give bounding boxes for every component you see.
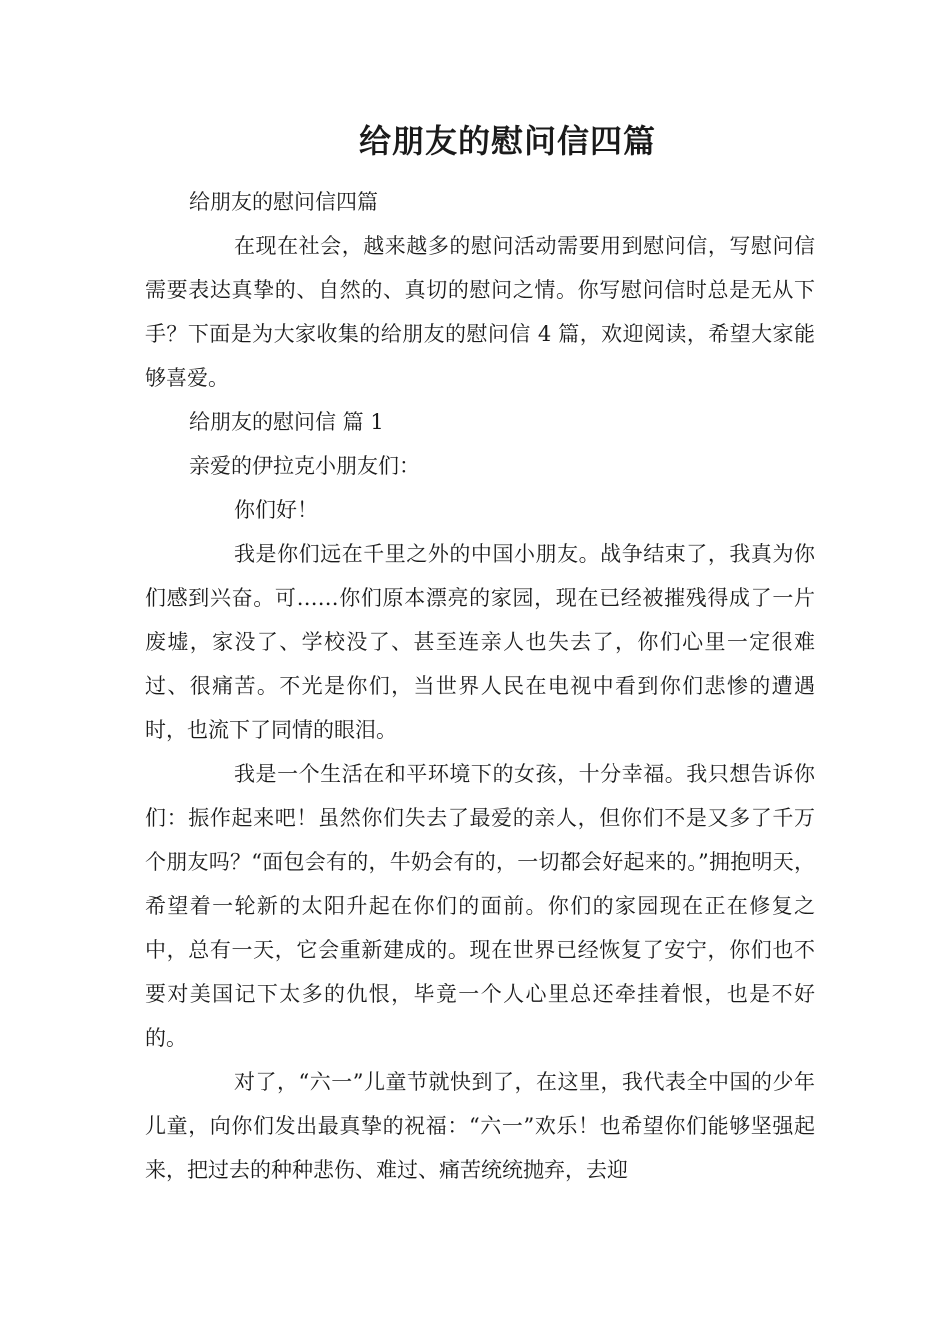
paragraph: 亲爱的伊拉克小朋友们： (189, 454, 420, 478)
paragraph: 在现在社会，越来越多的慰问活动需要用到慰问信，写慰问信需要表达真挚的、自然的、真切的慰问之情。你写慰问信时总是无从下手？下面是为大家收集的给朋友的慰问信 4 篇，欢迎阅读，希望大家能够喜爱。 (145, 234, 815, 390)
paragraph: 我是你们远在千里之外的中国小朋友。战争结束了，我真为你们感到兴奋。可……你们原本漂亮的家园，现在已经被摧残得成了一片废墟，家没了、学校没了、甚至连亲人也失去了，你们心里一定很难过、很痛苦。不光是你们，当世界人民在电视中看到你们悲惨的遭遇时，也流下了同情的眼泪。 (145, 542, 815, 742)
paragraph: 对了，“六一”儿童节就快到了，在这里，我代表全中国的少年儿童，向你们发出最真挚的祝福：“六一”欢乐！也希望你们能够坚强起来，把过去的种种悲伤、难过、痛苦统统抛弃，去迎 (145, 1070, 815, 1182)
paragraph: 你们好！ (234, 498, 318, 522)
document-body (145, 180, 815, 1192)
paragraph: 给朋友的慰问信四篇 (189, 190, 378, 214)
document-title: 给朋友的慰问信四篇 (359, 122, 657, 160)
title-container (0, 116, 950, 166)
paragraph: 给朋友的慰问信 篇 1 (189, 410, 384, 434)
paragraph: 我是一个生活在和平环境下的女孩，十分幸福。我只想告诉你们：振作起来吧！虽然你们失去了最爱的亲人，但你们不是又多了千万个朋友吗？“面包会有的，牛奶会有的，一切都会好起来的。”拥抱明天，希望着一轮新的太阳升起在你们的面前。你们的家园现在正在修复之中，总有一天，它会重新建成的。现在世界已经恢复了安宁，你们也不要对美国记下太多的仇恨，毕竟一个人心里总还牵挂着恨，也是不好的。 (145, 762, 815, 1050)
